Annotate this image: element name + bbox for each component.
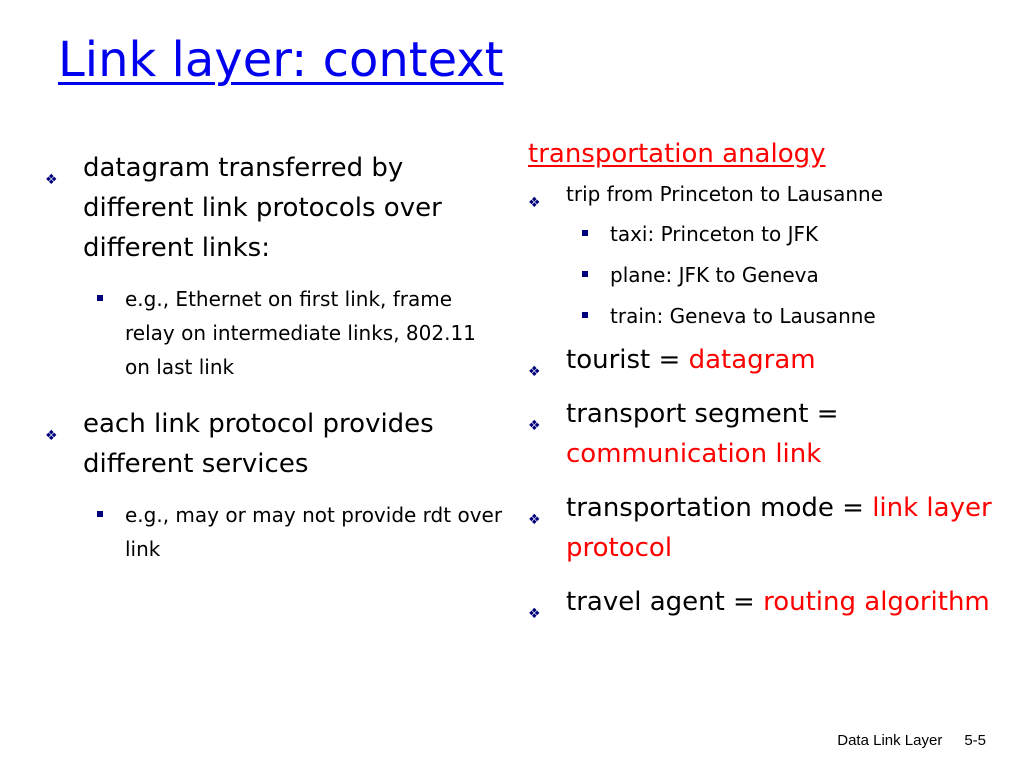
analogy-heading: transportation analogy — [528, 139, 826, 169]
square-bullet-icon — [582, 312, 588, 318]
page-number: 5-5 — [964, 732, 986, 749]
sub-bullet-text: train: Geneva to Lausanne — [610, 304, 876, 328]
right-column — [528, 135, 998, 636]
bullet-item — [528, 177, 998, 211]
analogy-prefix: travel agent = — [566, 587, 764, 617]
sub-bullet-text: taxi: Princeton to JFK — [610, 222, 819, 246]
diamond-bullet-icon: ❖ — [528, 195, 541, 211]
square-bullet-icon — [582, 230, 588, 236]
diamond-bullet-icon: ❖ — [45, 428, 58, 444]
analogy-prefix: tourist = — [566, 345, 689, 375]
bullet-text: each link protocol provides different services — [83, 409, 434, 479]
slide-title: Link layer: context — [58, 32, 504, 88]
analogy-value: communication link — [566, 439, 822, 469]
analogy-value: datagram — [688, 345, 816, 375]
analogy-value: routing algorithm — [763, 587, 990, 617]
sub-bullet-item — [45, 282, 505, 384]
diamond-bullet-icon: ❖ — [45, 172, 58, 188]
diamond-bullet-icon: ❖ — [528, 512, 541, 528]
footer-label: Data Link Layer — [837, 732, 943, 749]
analogy-value: link layer protocol — [566, 493, 992, 563]
bullet-item — [45, 148, 505, 268]
sub-bullet-item — [45, 498, 505, 566]
sub-bullet-text: e.g., may or may not provide rdt over link — [125, 503, 503, 561]
square-bullet-icon — [97, 511, 103, 517]
sub-bullet-item — [528, 217, 998, 251]
bullet-text: trip from Princeton to Lausanne — [566, 182, 883, 206]
left-column — [45, 148, 505, 570]
bullet-item — [45, 404, 505, 484]
analogy-prefix: transportation mode = — [566, 493, 873, 523]
bullet-text: datagram transferred by different link protocols over different links: — [83, 153, 442, 263]
slide-footer — [837, 731, 986, 751]
analogy-prefix: transport segment = — [566, 399, 839, 429]
analogy-item — [528, 394, 998, 474]
analogy-item — [528, 340, 998, 380]
sub-bullet-item — [528, 299, 998, 333]
sub-bullet-text: plane: JFK to Geneva — [610, 263, 819, 287]
sub-bullet-text: e.g., Ethernet on first link, frame relay on intermediate links, 802.11 on last link — [125, 287, 476, 379]
square-bullet-icon — [97, 295, 103, 301]
analogy-item — [528, 488, 998, 568]
diamond-bullet-icon: ❖ — [528, 606, 541, 622]
sub-bullet-item — [528, 258, 998, 292]
diamond-bullet-icon: ❖ — [528, 418, 541, 434]
analogy-item — [528, 582, 998, 622]
diamond-bullet-icon: ❖ — [528, 364, 541, 380]
square-bullet-icon — [582, 271, 588, 277]
